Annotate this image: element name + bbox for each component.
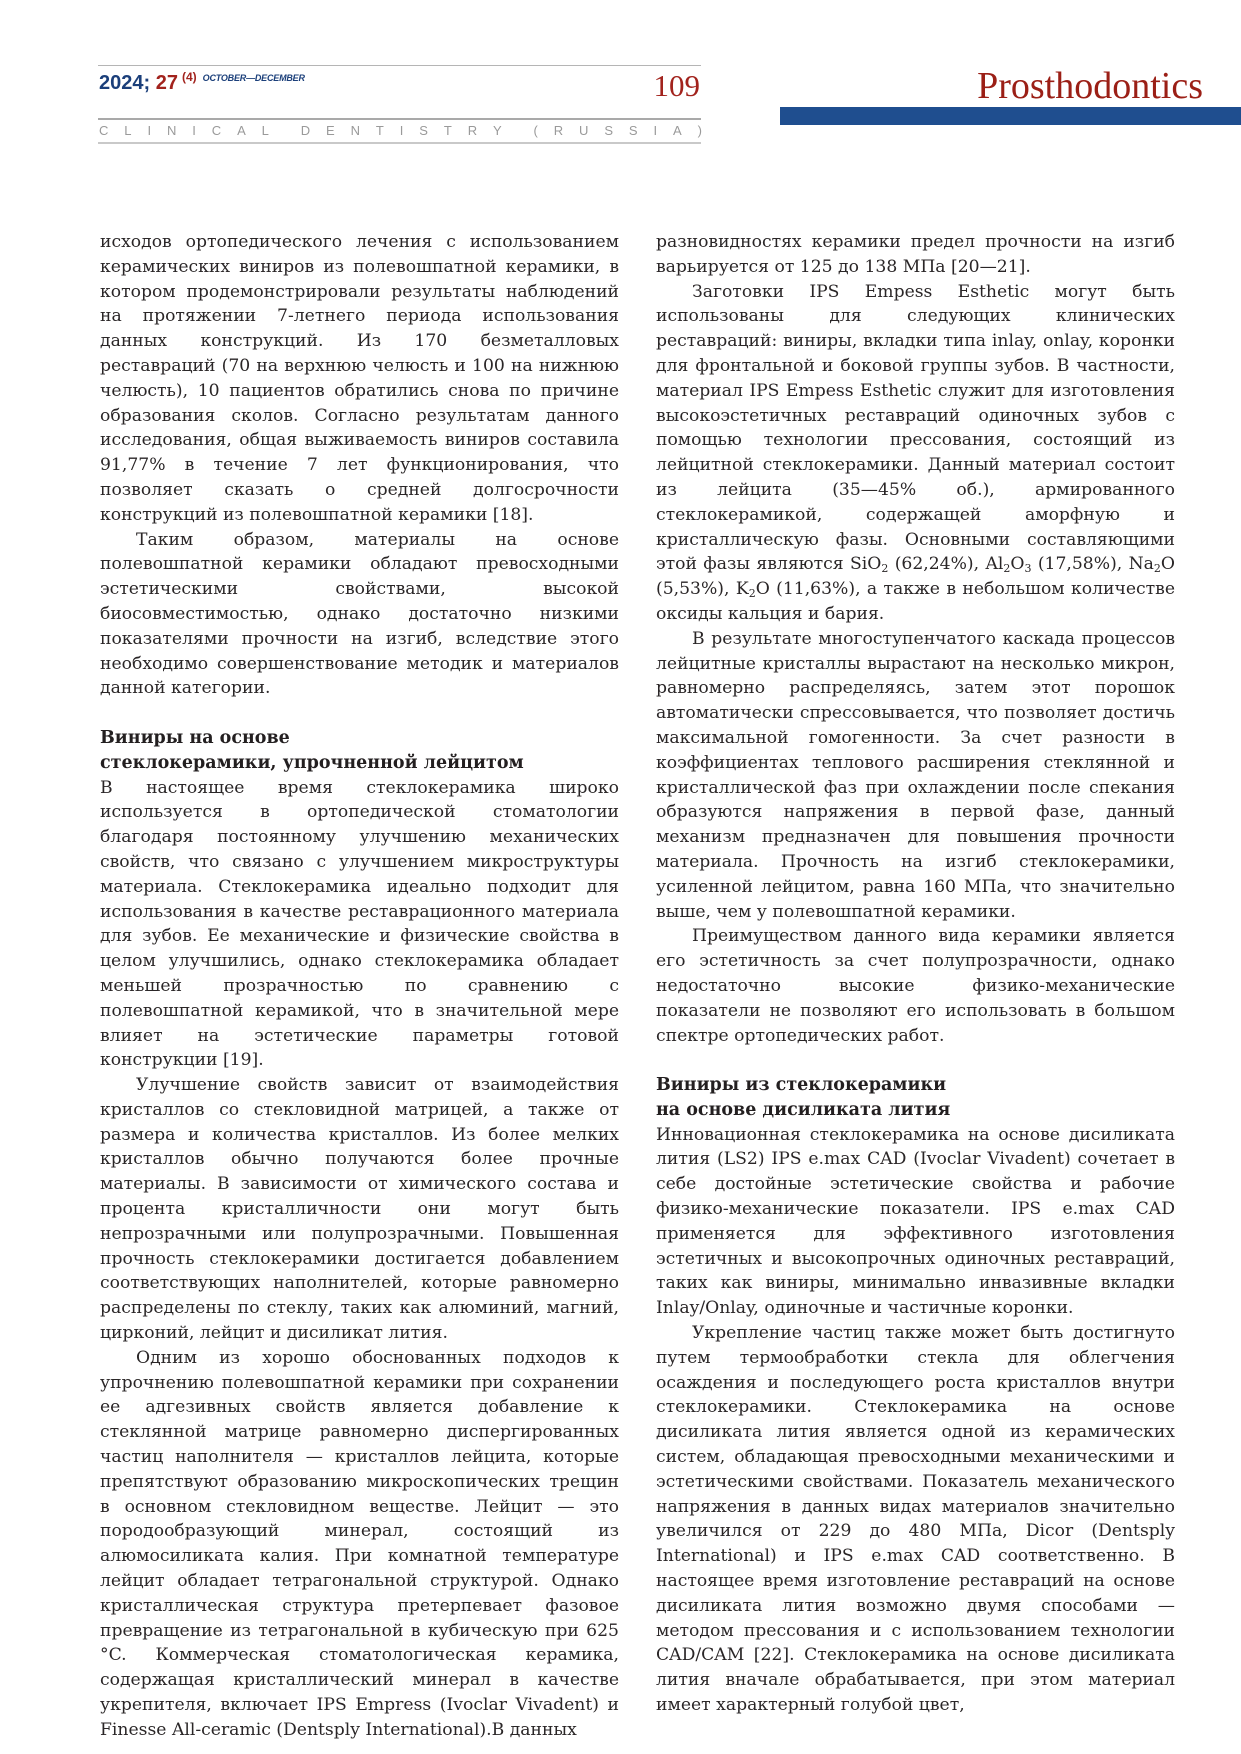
journal-letter: I bbox=[147, 123, 152, 138]
journal-letter: N bbox=[350, 123, 360, 138]
section-title: Prosthodontics bbox=[977, 65, 1203, 107]
journal-letter: S bbox=[628, 123, 638, 138]
subscript: 2 bbox=[1153, 562, 1161, 576]
text-run: Заготовки IPS Empess Esthetic могут быть использованы для следующих клинических реставраций: виниры, вкладки типа inlay, onlay, коронки для фронтальной и боковой группы зубов. В частности, материал IPS Empess Esthetic служит для изготовления высокоэстетичных реставраций одиночных зубов с помощью технологии прессования, состоящий из лейцитной стеклокерамики. Данный материал состоит из лейцита (35—45% об.), армированного стеклокерамикой, содержащей аморфную и кристаллическую фазы. Основными составляющими этой фазы являются bbox=[656, 281, 1175, 575]
header-bottom-rule bbox=[98, 142, 701, 144]
header-top-rule bbox=[98, 65, 701, 66]
left-column bbox=[100, 230, 619, 1743]
journal-name bbox=[99, 123, 702, 138]
text-run: O (5,53%), bbox=[656, 554, 1175, 600]
journal-letter: T bbox=[375, 123, 384, 138]
paragraph: Одним из хорошо обоснованных подходов к упрочнению полевошпатной керамики при сохранении ее адгезивных свойств является добавление к стеклянной матрице равномерно диспергированных частиц наполнителя — кристаллов лейцита, которые препятствуют образованию микроскопических трещин в основном стекловидном веществе. Лейцит — это породообразующий минерал, состоящий из алюмосиликата калия. При комнатной температуре лейцит обладает тетрагональной структурой. Однако кристаллическая структура претерпевает фазовое превращение из тетрагональной в кубическую при 625 °C. Коммерческая стоматологическая керамика, содержащая кристаллический минерал в качестве укрепителя, включает IPS Empress (Ivoclar Vivadent) и Finesse All-ceramic (Dentsply International).В данных bbox=[100, 1347, 619, 1740]
page-number: 109 bbox=[653, 68, 700, 103]
section-heading-line: стеклокерамики, упрочненной лейцитом bbox=[100, 752, 524, 773]
journal-letter: S bbox=[604, 123, 614, 138]
journal-letter: ( bbox=[533, 123, 538, 138]
text-run: O (11,63%), а также в небольшом количестве оксиды кальция и бария. bbox=[656, 579, 1175, 624]
paragraph: Инновационная стеклокерамика на основе дисиликата лития (LS2) IPS e.max CAD (Ivoclar Vivadent) сочетает в себе достойные эстетические свойства и рабочие физико-механические показатели. IPS e.max CAD применяется для эффективного изготовления эстетичных и высокопрочных одиночных реставраций, таких как виниры, минимально инвазивные вкладки Inlay/Onlay, одиночные и частичные коронки. bbox=[656, 1124, 1175, 1319]
journal-letter: Y bbox=[493, 123, 502, 138]
paragraph: В настоящее время стеклокерамика широко используется в ортопедической стоматологии благодаря постоянному улучшению механических свойств, что связано с улучшением микроструктуры материала. Стеклокерамика идеально подходит для использования в качестве реставрационного материала для зубов. Ее механические и физические свойства в целом улучшились, однако стеклокерамика обладает меньшей прозрачностью по сравнению с полевошпатной керамикой, что в значительной мере влияет на эстетические параметры готовой конструкции [19]. bbox=[100, 777, 619, 1071]
section-heading bbox=[100, 726, 619, 776]
journal-letter: C bbox=[99, 123, 109, 138]
text-run: (17,58%), bbox=[1031, 554, 1129, 575]
right-column bbox=[656, 230, 1175, 1718]
journal-letter: U bbox=[579, 123, 589, 138]
paragraph: Укрепление частиц также может быть достигнуто путем термообработки стекла для облегчения осаждения и последующего роста кристаллов внутри стеклокерамики. Стеклокерамика на основе дисиликата лития является одной из керамических систем, обладающая превосходными механическими и эстетическими свойствами. Показатель механического напряжения в данных видах материалов значительно увеличился от 229 до 480 МПа, Dicor (Dentsply International) и IPS e.max CAD соответственно. В настоящее время изготовление реставраций на основе дисиликата лития возможно двумя способами — методом прессования и с использованием технологии CAD/CAM [22]. Стеклокерамика на основе дисиликата лития вначале обрабатывается, при этом материал имеет характерный голубой цвет, bbox=[656, 1323, 1175, 1716]
section-color-bar bbox=[780, 107, 1241, 125]
journal-letter: C bbox=[211, 123, 222, 138]
paragraph-composition bbox=[656, 280, 1175, 627]
journal-letter: A bbox=[673, 123, 682, 138]
issue-number: (4) bbox=[181, 70, 197, 84]
journal-letter: I bbox=[653, 123, 658, 138]
journal-letter: I bbox=[399, 123, 404, 138]
journal-letter: R bbox=[553, 123, 564, 138]
spacer bbox=[656, 1048, 1175, 1073]
subscript: 2 bbox=[881, 562, 889, 576]
paragraph: исходов ортопедического лечения с использованием керамических виниров из полевошпатной керамики, в котором продемонстрировали результаты наблюдений на протяжении 7-летнего периода использования данных конструкций. Из 170 безметалловых реставраций (70 на верхнюю челюсть и 100 на нижнюю челюсть), 10 пациентов обратились снова по причине образования сколов. Согласно результатам данного исследования, общая выживаемость виниров составила 91,77% в течение 7 лет функционирования, что позволяет сказать о средней долгосрочности конструкций из полевошпатной керамики [18]. bbox=[100, 232, 619, 525]
journal-letter: L bbox=[261, 123, 269, 138]
subscript: 2 bbox=[748, 587, 756, 601]
formula-sio2: SiO bbox=[849, 554, 882, 575]
subscript: 2 bbox=[1003, 562, 1011, 576]
journal-letter: A bbox=[237, 123, 246, 138]
journal-letter: N bbox=[166, 123, 177, 138]
paragraph: В результате многоступенчатого каскада процессов лейцитные кристаллы вырастают на несколько микрон, равномерно распределяясь, затем этот порошок автоматически спрессовывается, что позволяет достичь максимальной гомогенности. За счет разности в коэффициентах теплового расширения стеклянной и кристаллической фаз при охлаждении после спекания образуются напряжения в первой фазе, данный механизм предназначен для повышения прочности материала. Прочность на изгиб стеклокерамики, усиленной лейцитом, равна 160 МПа, что значительно выше, чем у полевошпатной керамики. bbox=[656, 628, 1175, 922]
paragraph: Таким образом, материалы на основе полевошпатной керамики обладают превосходными эстетическими свойствами, высокой биосовместимостью, однако достаточно низкими показателями прочности на изгиб, вследствие этого необходимо совершенствование методик и материалов данной категории. bbox=[100, 529, 619, 699]
issue-info bbox=[99, 70, 305, 95]
journal-letter: D bbox=[300, 123, 311, 138]
formula-na2o: Na bbox=[1128, 554, 1154, 575]
paragraph: разновидностях керамики предел прочности на изгиб варьируется от 125 до 138 МПа [20—21]. bbox=[656, 232, 1175, 277]
spacer bbox=[100, 701, 619, 726]
text-run: O bbox=[1010, 554, 1025, 575]
journal-letter: ) bbox=[697, 123, 702, 138]
section-heading-line: Виниры из стеклокерамики bbox=[656, 1075, 947, 1096]
section-heading-line: Виниры на основе bbox=[100, 727, 290, 748]
section-heading-line: на основе дисиликата лития bbox=[656, 1099, 951, 1120]
journal-letter: S bbox=[419, 123, 428, 138]
subscript: 3 bbox=[1024, 562, 1032, 576]
journal-letter: L bbox=[124, 123, 132, 138]
journal-letter: E bbox=[326, 123, 335, 138]
issue-volume: 27 bbox=[155, 72, 178, 94]
issue-year: 2024; bbox=[99, 72, 151, 94]
journal-letter: I bbox=[192, 123, 196, 138]
header-mid-rule bbox=[98, 118, 701, 120]
formula-k2o: K bbox=[735, 579, 749, 600]
journal-letter: T bbox=[443, 123, 452, 138]
formula-al2o3: Al bbox=[985, 554, 1004, 575]
issue-months: OCTOBER—DECEMBER bbox=[202, 73, 305, 83]
paragraph: Преимуществом данного вида керамики является его эстетичность за счет полупрозрачности, однако недостаточно высокие физико-механические показатели не позволяют его использовать в большом спектре ортопедических работ. bbox=[656, 926, 1175, 1046]
paragraph: Улучшение свойств зависит от взаимодействия кристаллов со стекловидной матрицей, а также от размера и количества кристаллов. Из более мелких кристаллов обычно получаются более прочные материалы. В зависимости от химического состава и процента кристалличности они могут быть непрозрачными или полупрозрачными. Повышенная прочность стеклокерамики достигается добавлением соответствующих наполнителей, которые равномерно распределены по стеклу, таких как алюминий, магний, цирконий, лейцит и дисиликат лития. bbox=[100, 1075, 619, 1344]
journal-letter: R bbox=[467, 123, 478, 138]
text-run: (62,24%), bbox=[888, 554, 986, 575]
section-heading bbox=[656, 1073, 1175, 1123]
